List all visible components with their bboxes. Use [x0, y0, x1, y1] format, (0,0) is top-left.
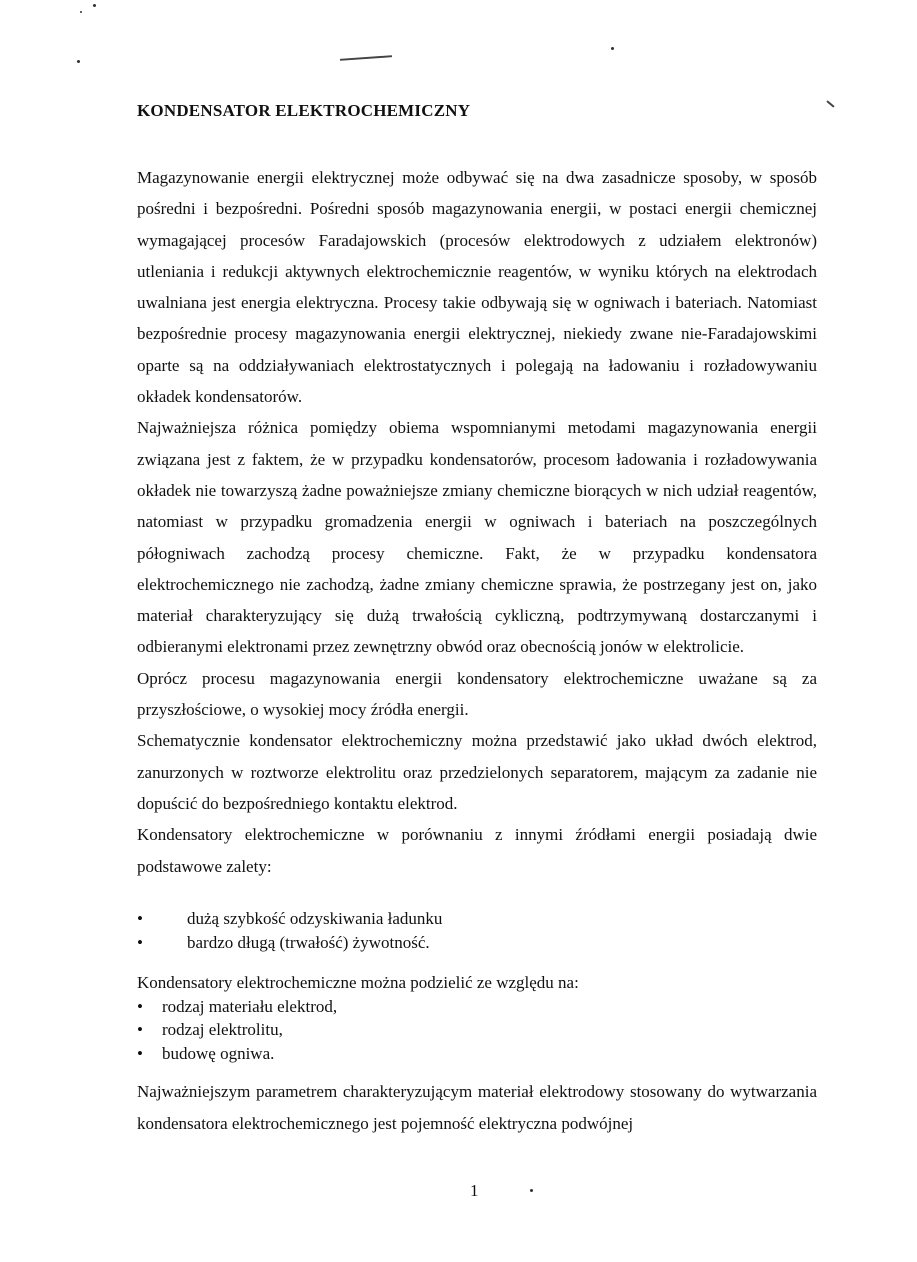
list-item: • rodzaj elektrolitu,: [137, 1018, 817, 1042]
list-item: • bardzo długą (trwałość) żywotność.: [137, 931, 817, 955]
paragraph: Najważniejszym parametrem charakteryzującym materiał elektrodowy stosowany do wytwarzania kondensatora elektrochemicznego jest pojemność elektryczna podwójnej: [137, 1082, 817, 1133]
benefits-list: [137, 907, 817, 954]
bullet-icon: •: [137, 1043, 143, 1063]
bullet-icon: •: [137, 909, 143, 928]
paragraph: Magazynowanie energii elektrycznej może odbywać się na dwa zasadnicze sposoby, w sposób pośredni i bezpośredni. Pośredni sposób magazynowania energii, w postaci energii chemicznej wymagającej procesów Faradajowskich (procesów elektrodowych z udziałem elektronów) utleniania i redukcji aktywnych elektrochemicznie reagentów, w wyniku których na elektrodach uwalniana jest energia elektryczna. Procesy takie odbywają się w ogniwach i bateriach. Natomiast bezpośrednie procesy magazynowania energii elektrycznej, niekiedy zwane nie-Faradajowskimi oparte są na oddziaływaniach elektrostatycznych i polegają na ładowaniu i rozładowywaniu okładek kondensatorów.: [137, 168, 817, 407]
benefits-list-section: [137, 907, 817, 954]
bullet-icon: •: [137, 932, 143, 952]
scan-artifact: [80, 11, 82, 13]
bullet-icon: •: [137, 996, 143, 1016]
paragraph: Kondensatory elektrochemiczne w porównaniu z innymi źródłami energii posiadają dwie podstawowe zalety:: [137, 825, 817, 876]
page-number: 1: [470, 1181, 479, 1200]
division-intro: Kondensatory elektrochemiczne można podzielić ze względu na:: [137, 973, 579, 992]
division-criteria-list: [137, 995, 817, 1066]
scan-artifact: [93, 4, 96, 7]
paragraph: Oprócz procesu magazynowania energii kondensatory elektrochemiczne uważane są za przyszłościowe, o wysokiej mocy źródła energii.: [137, 668, 817, 720]
bullet-icon: •: [137, 1020, 143, 1039]
paragraph: Schematycznie kondensator elektrochemiczny można przedstawić jako układ dwóch elektrod, zanurzonych w roztworze elektrolitu oraz przedzielonych separatorem, mającym za zadanie nie dopuścić do bezpośredniego kontaktu elektrod.: [137, 731, 817, 813]
list-item: • dużą szybkość odzyskiwania ładunku: [137, 907, 817, 931]
list-item: • budowę ogniwa.: [137, 1042, 817, 1066]
list-item: • rodzaj materiału elektrod,: [137, 995, 817, 1019]
paragraph: Najważniejsza różnica pomiędzy obiema wspomnianymi metodami magazynowania energii związana jest z faktem, że w przypadku kondensatorów, procesom ładowania i rozładowywania okładek nie towarzyszą żadne poważniejsze zmiany chemiczne biorących w nich udział reagentów, natomiast w przypadku gromadzenia energii w ogniwach i bateriach na poszczególnych półogniwach zachodzą procesy chemiczne. Fakt, że w przypadku kondensatora elektrochemicznego nie zachodzą, żadne zmiany chemiczne sprawia, że postrzegany jest on, jako materiał charakteryzujący się dużą trwałością cykliczną, podtrzymywaną dostarczanymi i odbieranymi elektronami przez zewnętrzny obwód oraz obecnością jonów w elektrolicie.: [137, 418, 817, 657]
scan-artifact: [340, 55, 392, 61]
document-body: [137, 162, 817, 882]
scan-artifact: [826, 100, 834, 107]
document-title: KONDENSATOR ELEKTROCHEMICZNY: [137, 101, 471, 120]
scan-artifact: [530, 1189, 533, 1192]
scan-artifact: [611, 47, 614, 50]
division-section: [137, 971, 817, 1065]
scan-artifact: [77, 60, 80, 63]
